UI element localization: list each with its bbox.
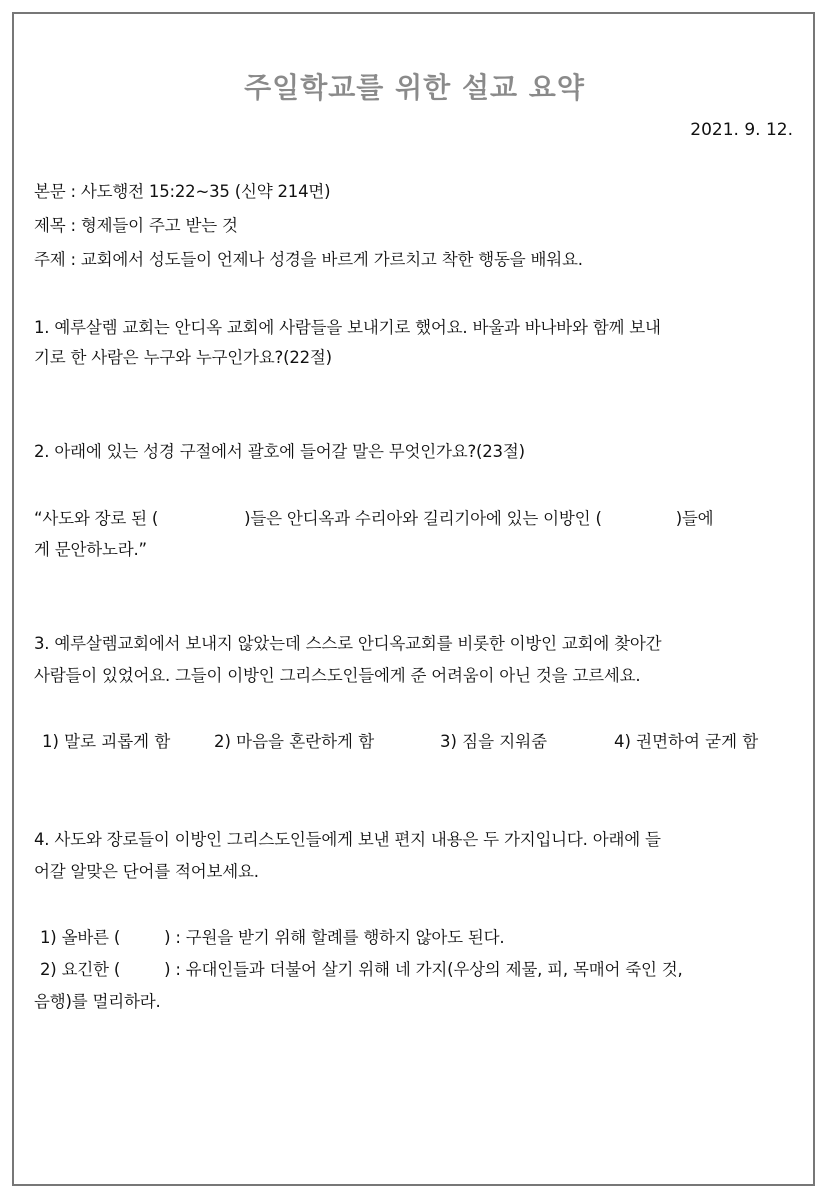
question-2-quote-line-2: 게 문안하노라.” <box>34 540 147 559</box>
question-4-item-2-line-2: 음행)를 멀리하라. <box>34 992 161 1011</box>
sermon-subject: 제목 : 형제들이 주고 받는 것 <box>34 216 238 235</box>
question-3-line-2: 사람들이 있었어요. 그들이 이방인 그리스도인들에게 준 어려움이 아닌 것을 고르세요. <box>34 666 641 685</box>
question-4-item-2 <box>40 956 683 980</box>
quote-part-c: )들에 <box>675 509 714 528</box>
sermon-theme: 주제 : 교회에서 성도들이 언제나 성경을 바르게 가르치고 착한 행동을 배워요. <box>34 250 583 269</box>
page-title: 주일학교를 위한 설교 요약 <box>244 71 585 104</box>
question-3-option-1: 1) 말로 괴롭게 함 <box>42 732 171 751</box>
scripture-reference: 본문 : 사도행전 15:22~35 (신약 214면) <box>34 182 331 201</box>
question-2-quote <box>34 505 713 529</box>
item-1-text: ) : 구원을 받기 위해 할례를 행하지 않아도 된다. <box>164 928 505 947</box>
question-3-option-2: 2) 마음을 혼란하게 함 <box>214 732 375 751</box>
question-1-line-1: 1. 예루살렘 교회는 안디옥 교회에 사람들을 보내기로 했어요. 바울과 바나바와 함께 보내 <box>34 318 661 337</box>
question-3-line-1: 3. 예루살렘교회에서 보내지 않았는데 스스로 안디옥교회를 비롯한 이방인 교회에 찾아간 <box>34 634 662 653</box>
quote-part-b: )들은 안디옥과 수리아와 길리기아에 있는 이방인 ( <box>244 509 602 528</box>
item-2-text: ) : 유대인들과 더불어 살기 위해 네 가지(우상의 제물, 피, 목매어 죽인 것, <box>164 960 683 979</box>
question-2: 2. 아래에 있는 성경 구절에서 괄호에 들어갈 말은 무엇인가요?(23절) <box>34 442 525 461</box>
question-4-line-1: 4. 사도와 장로들이 이방인 그리스도인들에게 보낸 편지 내용은 두 가지입니다. 아래에 들 <box>34 830 661 849</box>
sermon-date: 2021. 9. 12. <box>690 120 793 140</box>
item-1-label: 1) 올바른 ( <box>40 928 121 947</box>
question-3-option-4: 4) 권면하여 굳게 함 <box>614 732 759 751</box>
question-1-line-2: 기로 한 사람은 누구와 누구인가요?(22절) <box>34 348 332 367</box>
item-2-label: 2) 요긴한 ( <box>40 960 121 979</box>
question-3-option-3: 3) 짐을 지워줌 <box>440 732 548 751</box>
quote-part-a: “사도와 장로 된 ( <box>34 509 159 528</box>
question-4-item-1 <box>40 924 504 948</box>
question-4-line-2: 어갈 알맞은 단어를 적어보세요. <box>34 862 259 881</box>
